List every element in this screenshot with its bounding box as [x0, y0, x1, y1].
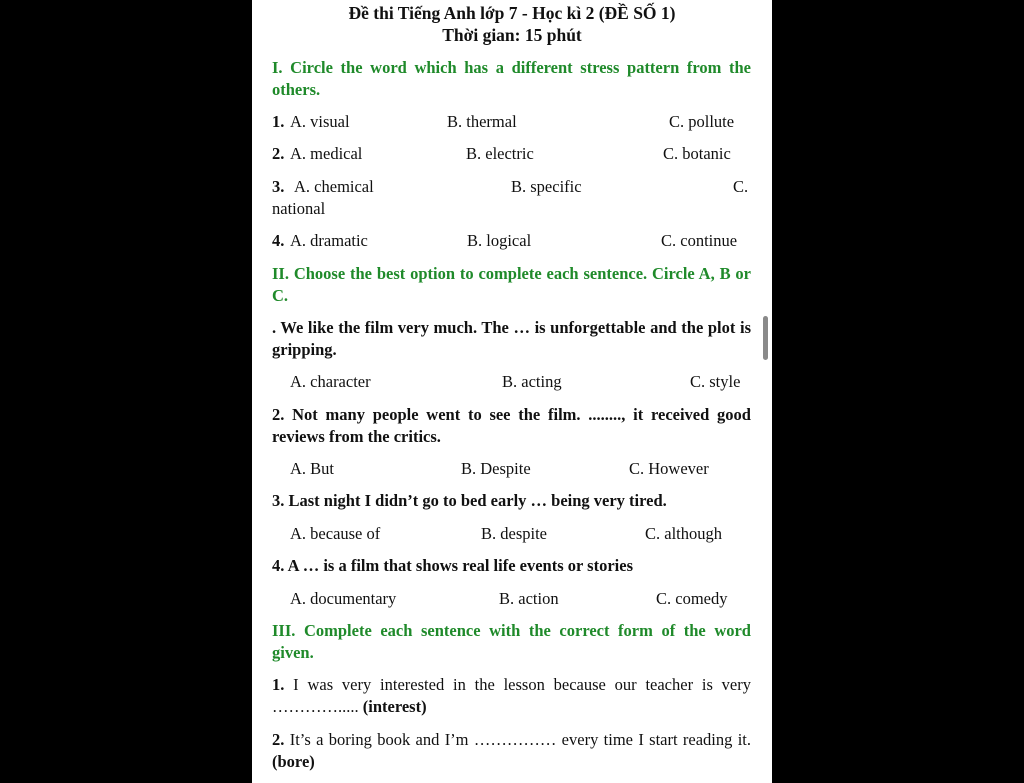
- section-2-question-2: 2. Not many people went to see the film. ........, it received good reviews from the critics.: [272, 405, 751, 446]
- option-c: C. pollute: [669, 112, 735, 131]
- option-a: A. character: [290, 372, 371, 391]
- section-1-item-3: [272, 176, 751, 198]
- word-hint: (interest): [362, 697, 427, 716]
- item-number: 1.: [272, 675, 285, 694]
- option-b: B. Despite: [461, 459, 531, 478]
- option-b: B. thermal: [447, 112, 517, 131]
- section-1-item-1: [272, 111, 751, 133]
- item-text: It’s a boring book and I’m …………… every time I start reading it.: [284, 730, 751, 749]
- option-c: C. style: [690, 372, 741, 391]
- page-subtitle: Thời gian: 15 phút: [442, 25, 582, 45]
- option-c: C. continue: [661, 231, 738, 250]
- section-2-options-3: [272, 523, 751, 545]
- section-2-options-4: [272, 588, 751, 610]
- option-a: A. because of: [290, 524, 381, 543]
- option-c-continued: national: [272, 199, 326, 218]
- section-3-item-1: [272, 674, 751, 718]
- section-1-item-3-continued: [272, 198, 751, 220]
- section-2-options-1: [272, 371, 751, 393]
- option-c: C. botanic: [663, 144, 731, 163]
- section-3-heading: III. Complete each sentence with the correct form of the word given.: [272, 621, 751, 662]
- section-1-item-2: [272, 143, 751, 165]
- section-2-options-2: [272, 458, 751, 480]
- document-page: [252, 0, 772, 783]
- option-a: A. But: [290, 459, 335, 478]
- option-b: B. action: [499, 589, 559, 608]
- scrollbar-thumb[interactable]: [763, 316, 768, 360]
- option-a: A. chemical: [294, 177, 374, 196]
- option-a: A. dramatic: [290, 231, 368, 250]
- section-3-item-2: [272, 729, 751, 773]
- option-a: A. documentary: [290, 589, 397, 608]
- option-b: B. despite: [481, 524, 547, 543]
- option-b: B. electric: [466, 144, 534, 163]
- option-a: A. visual: [290, 112, 350, 131]
- item-number: 4.: [272, 231, 285, 250]
- item-number: 3.: [272, 177, 285, 196]
- option-b: B. acting: [502, 372, 562, 391]
- section-1-heading: I. Circle the word which has a different stress pattern from the others.: [272, 58, 751, 99]
- option-c: C.: [733, 177, 749, 196]
- item-text: I was very interested in the lesson because our teacher is very ………….....: [272, 675, 751, 716]
- option-b: B. logical: [467, 231, 532, 250]
- page-title: Đề thi Tiếng Anh lớp 7 - Học kì 2 (ĐỀ SỐ 1): [348, 3, 676, 23]
- section-2-question-1: . We like the film very much. The … is unforgettable and the plot is gripping.: [272, 318, 751, 359]
- option-b: B. specific: [511, 177, 582, 196]
- item-number: 2.: [272, 144, 285, 163]
- option-c: C. comedy: [656, 589, 728, 608]
- option-c: C. although: [645, 524, 722, 543]
- section-1-item-4: [272, 230, 751, 252]
- section-2-heading: II. Choose the best option to complete each sentence. Circle A, B or C.: [272, 264, 751, 305]
- option-a: A. medical: [290, 144, 363, 163]
- item-number: 2.: [272, 730, 285, 749]
- option-c: C. However: [629, 459, 709, 478]
- item-number: 1.: [272, 112, 285, 131]
- word-hint: (bore): [272, 752, 315, 771]
- section-2-question-4: 4. A … is a film that shows real life events or stories: [272, 556, 633, 575]
- section-2-question-3: 3. Last night I didn’t go to bed early … being very tired.: [272, 491, 667, 510]
